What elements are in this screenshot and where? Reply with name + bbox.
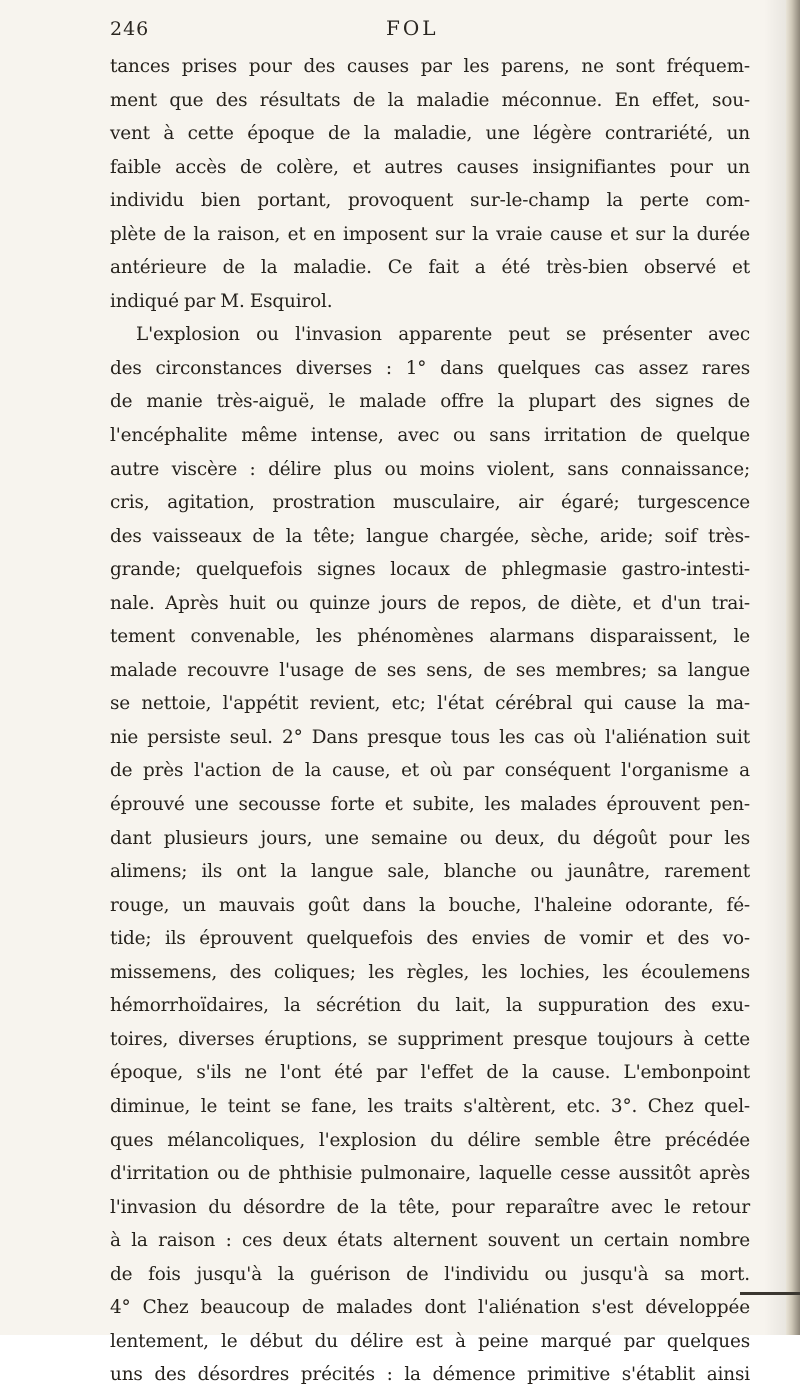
gutter-shadow	[764, 0, 786, 1335]
text-line: des vaisseaux de la tête; langue chargée, sèche, aride; soif très-	[110, 525, 750, 547]
text-line: L'explosion ou l'invasion apparente peut se présenter avec	[136, 324, 750, 346]
text-line: cris, agitation, prostration musculaire, air égaré; turgescence	[110, 492, 750, 514]
text-line: plète de la raison, et en imposent sur la vraie cause et sur la durée	[110, 223, 750, 245]
body-text	[110, 50, 750, 1392]
text-line: uns des désordres précités : la démence primitive s'établit ainsi	[110, 1364, 750, 1386]
text-line: antérieure de la maladie. Ce fait a été très-bien observé et	[110, 257, 750, 279]
text-line: des circonstances diverses : 1° dans quelques cas assez rares	[110, 357, 750, 379]
text-line: 4° Chez beaucoup de malades dont l'aliénation s'est développée	[110, 1297, 750, 1319]
page-header	[110, 14, 750, 48]
text-line: éprouvé une secousse forte et subite, les malades éprouvent pen-	[110, 794, 750, 816]
text-line: à la raison : ces deux états alternent souvent un certain nombre	[110, 1230, 750, 1252]
text-line: grande; quelquefois signes locaux de phlegmasie gastro-intesti-	[110, 559, 750, 581]
text-line: dant plusieurs jours, une semaine ou deux, du dégoût pour les	[110, 827, 750, 849]
text-line: vent à cette époque de la maladie, une légère contrariété, un	[110, 123, 750, 145]
text-line: de près l'action de la cause, et où par conséquent l'organisme a	[110, 760, 750, 782]
text-line: individu bien portant, provoquent sur-le-champ la perte com-	[110, 190, 750, 212]
text-line: nie persiste seul. 2° Dans presque tous les cas où l'aliénation suit	[110, 726, 750, 748]
text-line: lentement, le début du délire est à peine marqué par quelques	[110, 1330, 750, 1352]
text-line: tances prises pour des causes par les parens, ne sont fréquem-	[110, 56, 750, 77]
text-line: l'invasion du désordre de la tête, pour reparaître avec le retour	[110, 1196, 750, 1218]
text-line: d'irritation ou de phthisie pulmonaire, laquelle cesse aussitôt après	[110, 1163, 750, 1185]
text-line: hémorrhoïdaires, la sécrétion du lait, la suppuration des exu-	[110, 995, 750, 1017]
text-line: diminue, le teint se fane, les traits s'altèrent, etc. 3°. Chez quel-	[110, 1095, 750, 1117]
page-number: 246	[110, 18, 150, 40]
running-head: FOL	[386, 16, 439, 40]
text-line: tide; ils éprouvent quelquefois des envies de vomir et des vo-	[110, 928, 750, 950]
page-edge	[786, 0, 800, 1335]
text-line: se nettoie, l'appétit revient, etc; l'état cérébral qui cause la ma-	[110, 693, 750, 715]
text-line: missemens, des coliques; les règles, les lochies, les écoulemens	[110, 961, 750, 983]
text-line: autre viscère : délire plus ou moins violent, sans connaissance;	[110, 458, 750, 480]
text-line: faible accès de colère, et autres causes insignifiantes pour un	[110, 156, 750, 178]
text-line: l'encéphalite même intense, avec ou sans irritation de quelque	[110, 425, 750, 447]
text-line: rouge, un mauvais goût dans la bouche, l'haleine odorante, fé-	[110, 894, 750, 916]
text-line: de manie très-aiguë, le malade offre la plupart des signes de	[110, 391, 750, 413]
text-line: toires, diverses éruptions, se suppriment presque toujours à cette	[110, 1028, 750, 1050]
text-line: de fois jusqu'à la guérison de l'individu ou jusqu'à sa mort.	[110, 1263, 750, 1285]
text-line: indiqué par M. Esquirol.	[110, 290, 333, 312]
text-line: alimens; ils ont la langue sale, blanche ou jaunâtre, rarement	[110, 861, 750, 883]
text-line: époque, s'ils ne l'ont été par l'effet de la cause. L'embonpoint	[110, 1062, 750, 1084]
text-line: malade recouvre l'usage de ses sens, de ses membres; sa langue	[110, 659, 750, 681]
text-line: ment que des résultats de la maladie méconnue. En effet, sou-	[110, 89, 750, 111]
text-line: nale. Après huit ou quinze jours de repos, de diète, et d'un trai-	[110, 592, 750, 614]
text-line: tement convenable, les phénomènes alarmans disparaissent, le	[110, 626, 750, 648]
text-line: ques mélancoliques, l'explosion du délire semble être précédée	[110, 1129, 750, 1151]
